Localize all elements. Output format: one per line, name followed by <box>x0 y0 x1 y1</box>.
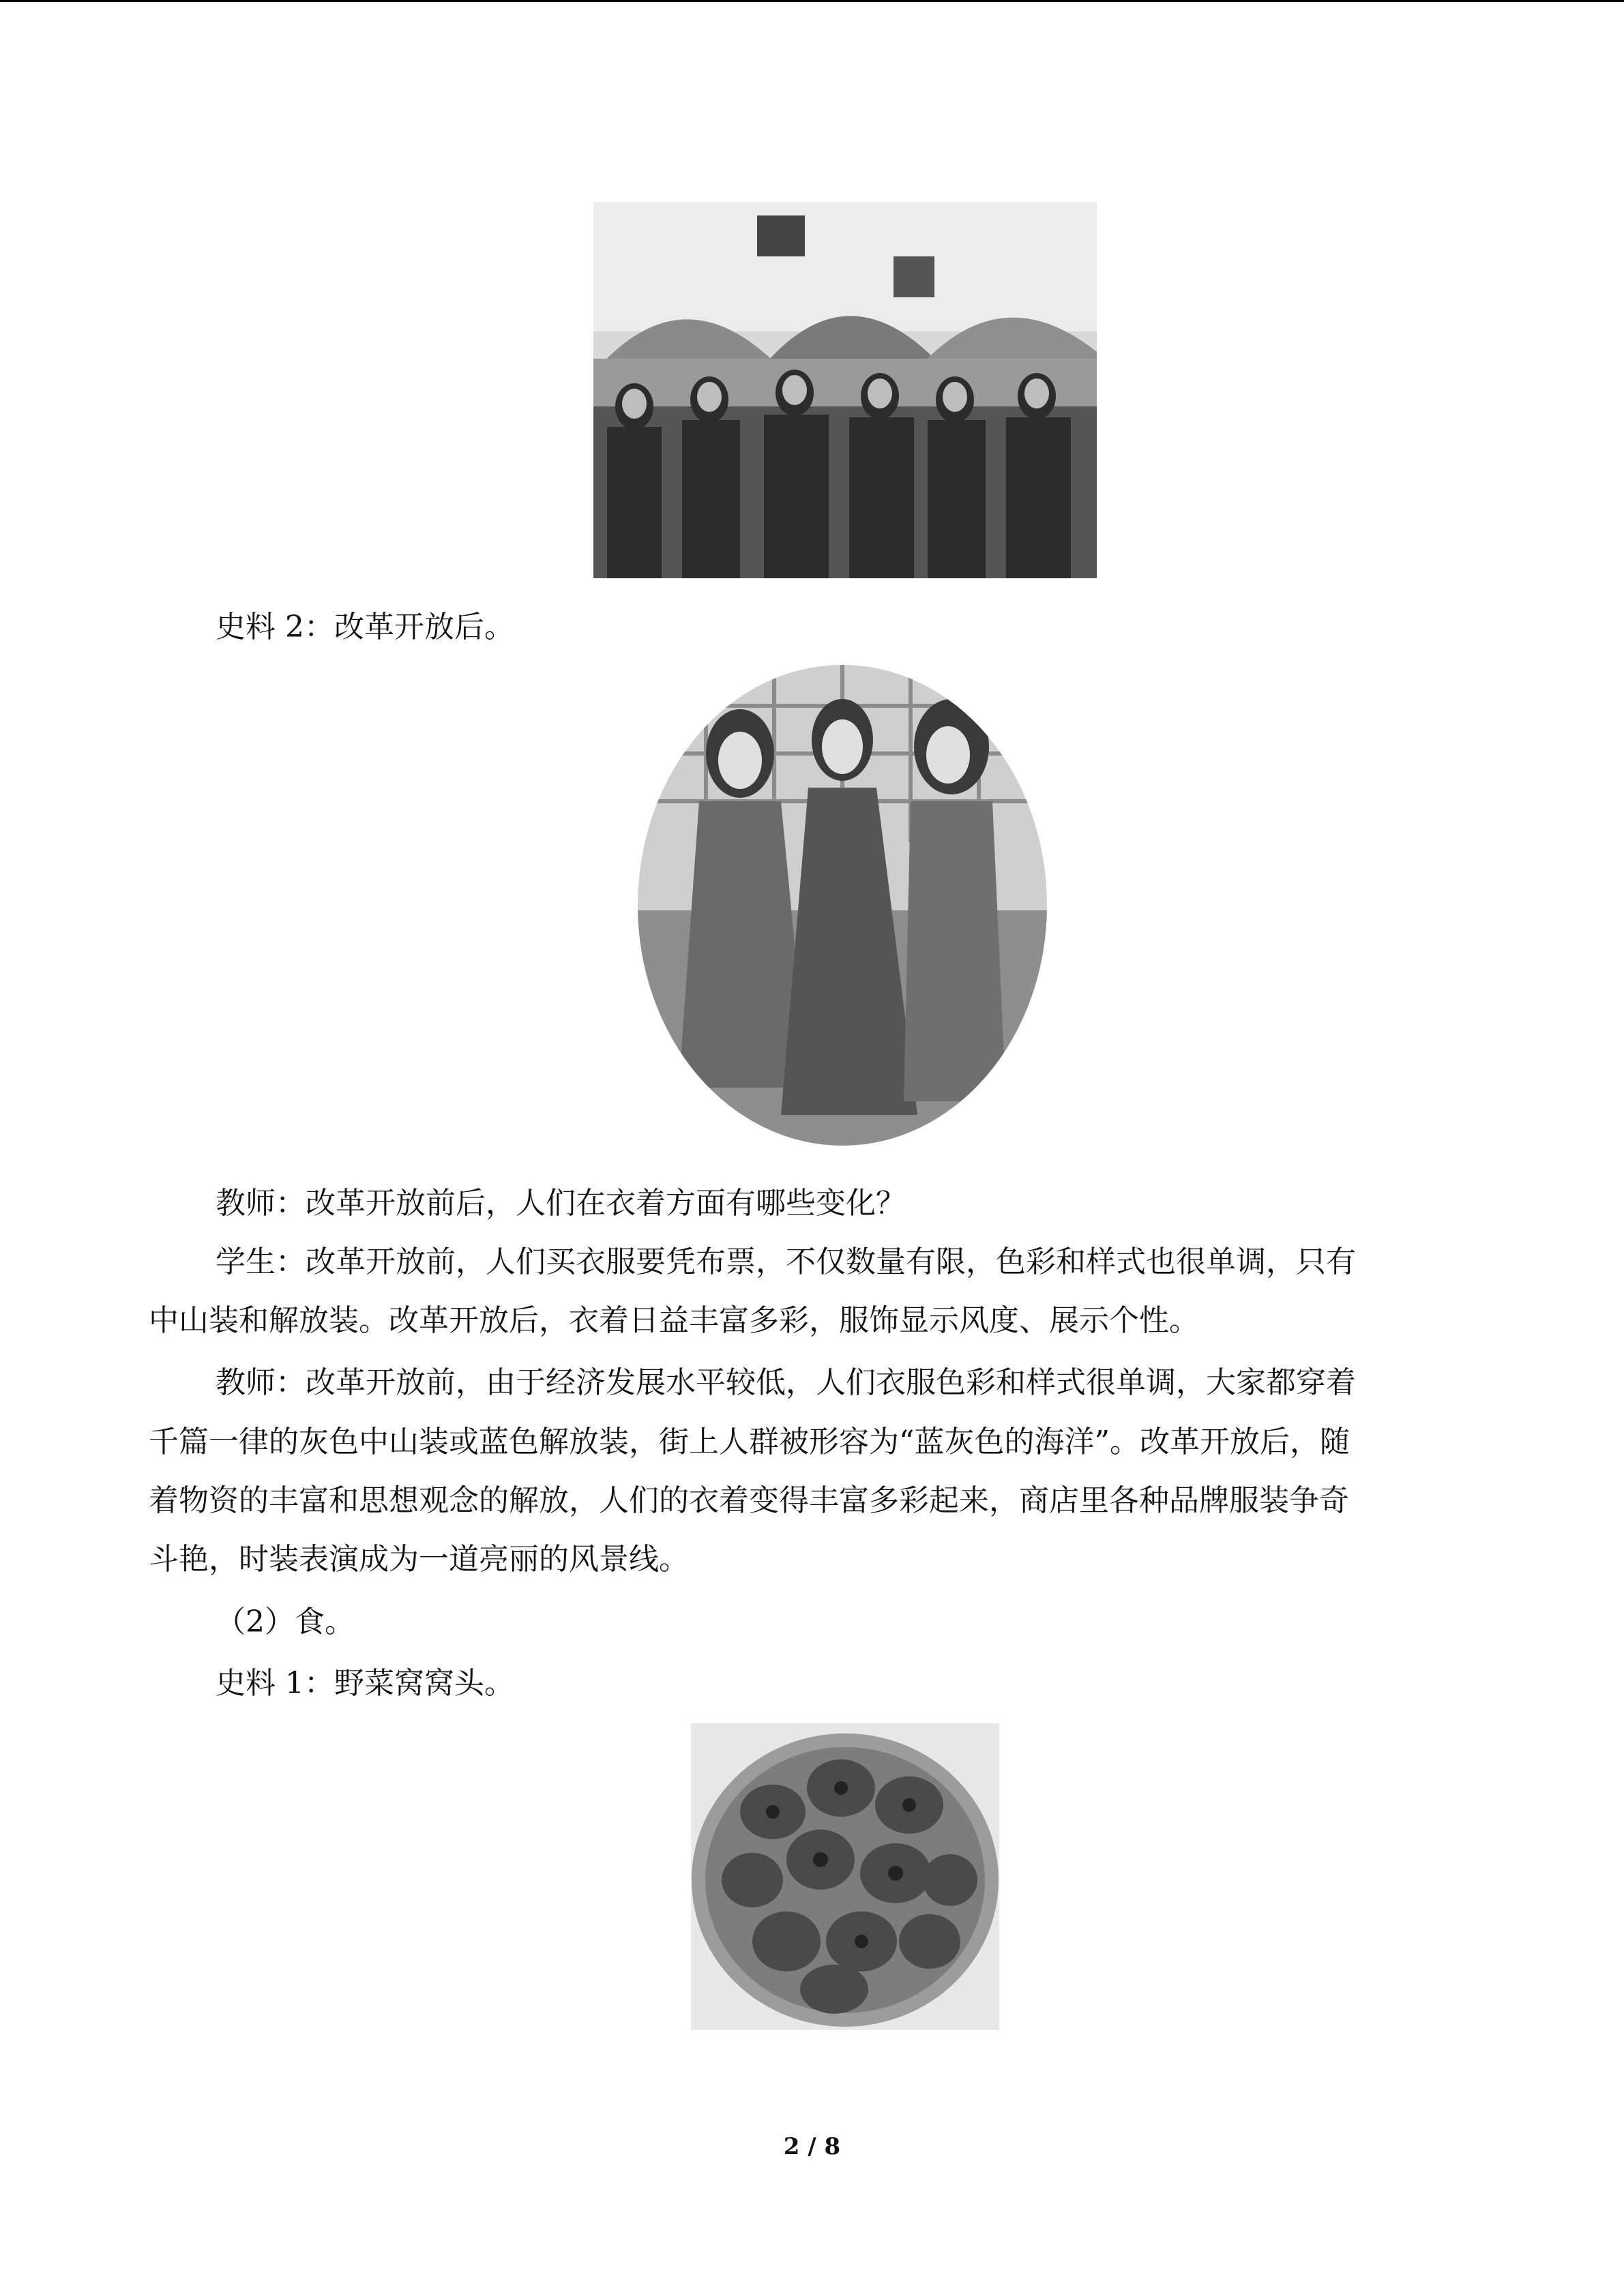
teacher-explain-line-2: 千篇一律的灰色中山装或蓝色解放装，街上人群被形容为“蓝灰色的海洋”。改革开放后，随 <box>149 1425 1350 1459</box>
caption-wotou: 史料 1：野菜窝窝头。 <box>216 1666 514 1701</box>
teacher-explain-line-4: 斗艳，时装表演成为一道亮丽的风景线。 <box>149 1542 689 1577</box>
workers-photo <box>593 202 1097 578</box>
student-answer-line-2: 中山装和解放装。改革开放后，衣着日益丰富多彩，服饰显示风度、展示个性。 <box>149 1303 1199 1338</box>
fashion-women-photo <box>638 665 1047 1146</box>
teacher-explain-line-3: 着物资的丰富和思想观念的解放，人们的衣着变得丰富多彩起来，商店里各种品牌服装争奇 <box>149 1483 1349 1518</box>
section-food: （2）食。 <box>216 1605 355 1639</box>
caption-after-reform: 史料 2：改革开放后。 <box>216 610 514 644</box>
wotou-basket-photo <box>691 1723 999 2030</box>
page-number: 2 / 8 <box>783 2133 841 2160</box>
teacher-question: 教师：改革开放前后，人们在衣着方面有哪些变化？ <box>216 1186 906 1221</box>
teacher-explain-line-1: 教师：改革开放前，由于经济发展水平较低，人们衣服色彩和样式很单调，大家都穿着 <box>216 1365 1356 1400</box>
page-top-border <box>0 0 1624 2</box>
student-answer-line-1: 学生：改革开放前，人们买衣服要凭布票，不仅数量有限，色彩和样式也很单调，只有 <box>216 1244 1356 1279</box>
